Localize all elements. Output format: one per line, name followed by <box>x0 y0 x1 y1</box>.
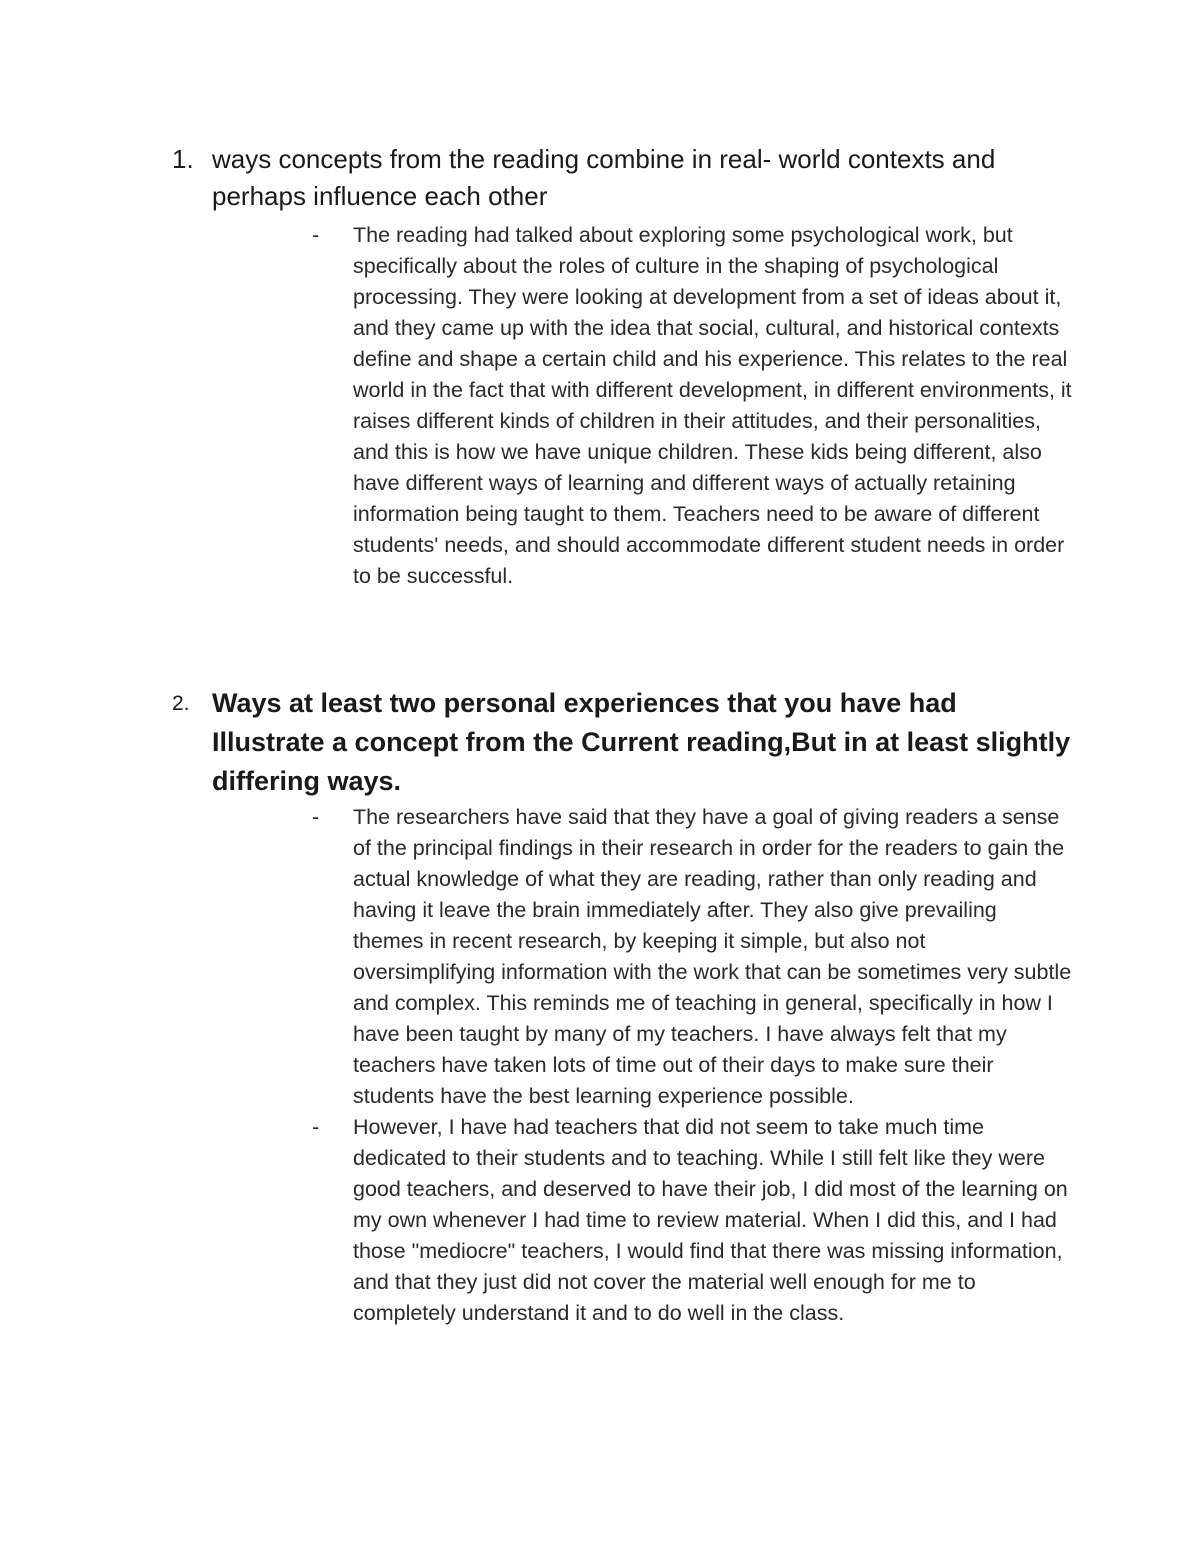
question-2 <box>172 684 1072 801</box>
question-number: 2. <box>172 692 190 715</box>
answer-list-1 <box>312 220 1072 592</box>
dash-bullet: - <box>312 223 320 247</box>
question-number: 1. <box>172 144 194 174</box>
dash-bullet: - <box>312 1115 320 1139</box>
dash-bullet: - <box>312 805 320 829</box>
question-title: ways concepts from the reading combine in real- world contexts and perhaps influence each other <box>212 144 996 211</box>
answer-text: The reading had talked about exploring some psychological work, but specifically about the roles of culture in the shaping of psychological processing. They were looking at development from a set of ideas about it, and they came up with the idea that social, cultural, and historical contexts define and shape a certain child and his experience. This relates to the real world in the fact that with different development, in different environments, it raises different kinds of children in their attitudes, and their personalities, and this is how we have unique children. These kids being different, also have different ways of learning and different ways of actually retaining information being taught to them. Teachers need to be aware of different students' needs, and should accommodate different student needs in order to be successful. <box>353 223 1072 588</box>
answer-item <box>312 1112 1072 1329</box>
answer-text: The researchers have said that they have a goal of giving readers a sense of the principal findings in their research in order for the readers to gain the actual knowledge of what they are reading, rather than only reading and having it leave the brain immediately after. They also give prevailing themes in recent research, by keeping it simple, but also not oversimplifying information with the work that can be sometimes very subtle and complex. This reminds me of teaching in general, specifically in how I have been taught by many of my teachers. I have always felt that my teachers have taken lots of time out of their days to make sure their students have the best learning experience possible. <box>353 805 1072 1108</box>
answer-text: However, I have had teachers that did not seem to take much time dedicated to their students and to teaching. While I still felt like they were good teachers, and deserved to have their job, I did most of the learning on my own whenever I had time to review material. When I did this, and I had those "mediocre" teachers, I would find that there was missing information, and that they just did not cover the material well enough for me to completely understand it and to do well in the class. <box>353 1115 1068 1325</box>
question-1 <box>172 141 1072 215</box>
answer-item <box>312 220 1072 592</box>
question-title: Ways at least two personal experiences that you have had Illustrate a concept from the Current reading,But in at least slightly differing ways. <box>212 688 1071 796</box>
answer-item <box>312 802 1072 1112</box>
answer-list-2 <box>312 802 1072 1329</box>
